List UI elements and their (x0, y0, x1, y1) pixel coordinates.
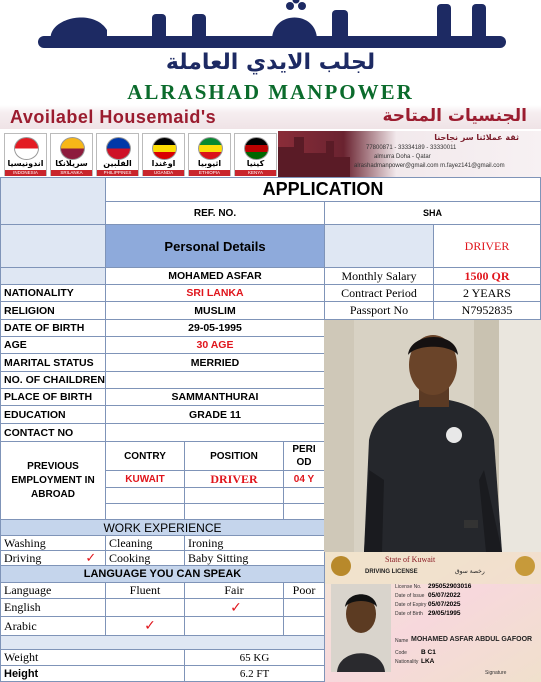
blank-cell (0, 177, 106, 225)
banner-address: almurra Doha - Qatar (374, 154, 431, 160)
check-icon: ✓ (85, 550, 97, 566)
flag-icon (152, 137, 177, 160)
poor-column: Poor (283, 582, 325, 599)
skill-driving-label: Driving (4, 550, 42, 565)
education-label: EDUCATION (0, 405, 106, 424)
flag-indonesia (4, 133, 47, 176)
license-signature-label: Signature (485, 670, 507, 676)
skill-baby-sitting: Baby Sitting (184, 550, 325, 566)
flag-name-en: ETHIOPIA (189, 170, 230, 176)
religion-value: MUSLIM (105, 301, 325, 320)
license-no: 295052903016 (428, 583, 472, 590)
height-value: 6.2 FT (184, 665, 325, 682)
col-country: CONTRY (105, 441, 185, 471)
flag-kenya (234, 133, 277, 176)
fair-column: Fair (184, 582, 284, 599)
blank-cell (184, 487, 284, 504)
license-state: State of Kuwait (385, 555, 436, 564)
license-issue: 05/07/2022 (428, 592, 461, 599)
blank-cell (0, 267, 106, 285)
flag-icon (14, 137, 39, 160)
flag-philippines (96, 133, 139, 176)
prev-period: 04 Y (283, 470, 325, 488)
language-column: Language (0, 582, 106, 599)
applicant-photo (324, 320, 541, 552)
monthly-salary-value: 1500 QR (433, 267, 541, 285)
form-title: APPLICATION (105, 177, 541, 202)
license-code-label: Code (395, 650, 407, 656)
flag-icon (106, 137, 131, 160)
contract-period-label: Contract Period (324, 284, 434, 302)
flag-name-en: SRILANKA (51, 170, 92, 176)
dob-value: 29-05-1995 (105, 319, 325, 337)
arabic-poor (283, 616, 325, 636)
position-applied: DRIVER (433, 224, 541, 268)
company-logo (32, 0, 510, 56)
license-name-label: Name (395, 638, 409, 644)
license-nationality: LKA (421, 658, 435, 665)
passport-no-value: N7952835 (433, 301, 541, 320)
english-poor (283, 598, 325, 617)
blank-cell (105, 503, 185, 520)
language-english: English (0, 598, 106, 617)
check-icon: ✓ (105, 616, 185, 636)
letterhead (0, 0, 541, 131)
nationality-label: NATIONALITY (0, 284, 106, 302)
arabic-fair (184, 616, 284, 636)
license-title-ar: رخصة سوق (455, 568, 485, 575)
license-code: B C1 (421, 649, 436, 656)
col-position: POSITION (184, 441, 284, 471)
blank-cell (283, 503, 325, 520)
flag-ethiopia (188, 133, 231, 176)
dob-label: DATE OF BIRTH (0, 319, 106, 337)
prev-country: KUWAIT (105, 470, 185, 488)
language-arabic: Arabic (0, 616, 106, 636)
blank-cell (184, 503, 284, 520)
flag-name-ar: كينيا (246, 159, 265, 168)
flag-name-ar: سريلانكا (55, 159, 88, 168)
banner-phone: 77800871 - 33334189 - 33330011 (366, 145, 457, 151)
age-value: 30 AGE (105, 336, 325, 354)
previous-employment-label: PREVIOUS EMPLOYMENT IN ABROAD (0, 441, 106, 520)
skill-washing: Washing (0, 535, 106, 551)
ref-no-label: REF. NO. (105, 201, 325, 225)
company-name: ALRASHAD MANPOWER (127, 80, 414, 104)
flag-name-ar: اندونيسيا (7, 159, 44, 168)
flag-icon (198, 137, 223, 160)
religion-label: RELIGION (0, 301, 106, 320)
blank-cell (0, 224, 106, 268)
flag-uganda (142, 133, 185, 176)
contract-period-value: 2 YEARS (433, 284, 541, 302)
full-name: MOHAMED ASFAR (105, 267, 325, 285)
company-tagline-ar: لجلب الايدي العاملة (165, 50, 376, 75)
license-name: MOHAMED ASFAR ABDUL GAFOOR (411, 636, 533, 643)
available-nationalities-en: Avoilabel Housemaid's (10, 107, 217, 127)
education-value: GRADE 11 (105, 405, 325, 424)
nationality-value: SRI LANKA (105, 284, 325, 302)
license-expiry-label: Date of Expiry (395, 602, 427, 608)
flag-icon (244, 137, 269, 160)
license-issue-label: Date of Issue (395, 593, 425, 599)
driving-license-image (325, 552, 541, 682)
flag-srilanka (50, 133, 93, 176)
license-birth: 29/05/1995 (428, 610, 461, 617)
availability-band (0, 105, 541, 129)
weight-value: 65 KG (184, 649, 325, 666)
flag-name-ar: الفلبين (103, 159, 132, 168)
blank-cell (324, 224, 434, 268)
flag-name-en: KENYA (235, 170, 276, 176)
place-of-birth-label: PLACE OF BIRTH (0, 388, 106, 406)
banner-email: alrashadmanpower@gmail.com m.fayez141@gmail.com (354, 163, 505, 169)
skill-cleaning: Cleaning (105, 535, 185, 551)
available-nationalities-ar: الجنسيات المتاحة (382, 106, 527, 126)
ref-no-value: SHA (324, 201, 541, 225)
place-of-birth-value: SAMMANTHURAI (105, 388, 325, 406)
flag-name-ar: اوغندا (151, 159, 176, 168)
license-no-label: License No. (395, 584, 422, 590)
license-expiry: 05/07/2025 (428, 601, 461, 608)
monthly-salary-label: Monthly Salary (324, 267, 434, 285)
check-icon: ✓ (184, 598, 284, 617)
banner-slogan: ثقة عملائنا سر نجاحنا (434, 133, 519, 142)
license-title: DRIVING LICENSE (365, 569, 418, 575)
flag-name-ar: اثيوبيا (197, 159, 222, 168)
application-form (0, 177, 541, 682)
contact-banner (278, 131, 541, 177)
marital-status-value: MERRIED (105, 353, 325, 372)
marital-status-label: MARITAL STATUS (0, 353, 106, 372)
contact-no-label: CONTACT NO (0, 423, 106, 442)
flag-icon (60, 137, 85, 160)
weight-label: Weight (0, 649, 185, 666)
personal-details-heading: Personal Details (105, 224, 325, 268)
nationality-flags (0, 131, 278, 177)
flag-name-en: INDONESIA (5, 170, 46, 176)
contact-no-value (105, 423, 325, 442)
flag-name-en: PHILIPPINES (97, 170, 138, 176)
fluent-column: Fluent (105, 582, 185, 599)
english-fluent (105, 598, 185, 617)
age-label: AGE (0, 336, 106, 354)
skill-ironing: Ironing (184, 535, 325, 551)
skill-driving (0, 550, 106, 566)
children-value (105, 371, 325, 389)
blank-cell (105, 487, 185, 504)
height-label: Height (0, 665, 185, 682)
blank-row (0, 635, 325, 650)
col-period: PERIOD (283, 441, 325, 471)
blank-cell (283, 487, 325, 504)
languages-heading: LANGUAGE YOU CAN SPEAK (0, 565, 325, 583)
passport-no-label: Passport No (324, 301, 434, 320)
work-experience-heading: WORK EXPERIENCE (0, 519, 325, 536)
license-birth-label: Date of Birth (395, 611, 423, 617)
license-nationality-label: Nationality (395, 659, 419, 665)
flag-name-en: UGANDA (143, 170, 184, 176)
children-label: NO. OF CHAILDREN (0, 371, 106, 389)
skill-cooking: Cooking (105, 550, 185, 566)
prev-position: DRIVER (184, 470, 284, 488)
